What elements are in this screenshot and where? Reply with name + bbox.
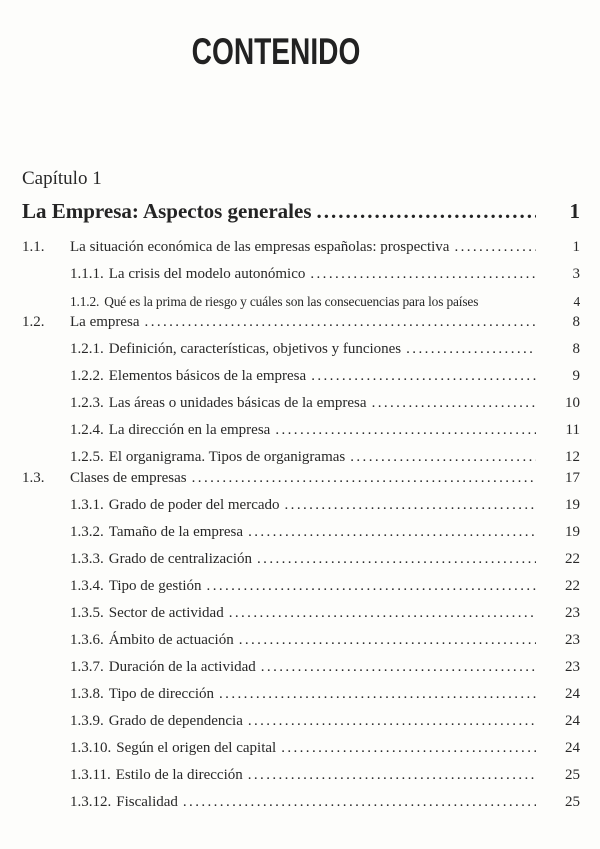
toc-entry-number: 1.1.1. [70,266,104,282]
toc-entry-number: 1.2.4. [70,422,104,438]
toc-entry-number: 1.3. [22,470,45,486]
dot-leader [406,336,536,363]
toc-entry-label: Grado de poder del mercado [108,497,280,513]
toc-entry [22,309,580,336]
toc-entry-page: 17 [565,470,580,486]
toc-entry [22,336,580,363]
dot-leader [372,390,536,417]
toc-entry-page: 22 [565,551,580,567]
toc-entry-label: Tamaño de la empresa [108,524,244,540]
dot-leader [248,519,536,546]
page-title-text: CONTENIDO [191,31,361,72]
toc-entry-number: 1.2. [22,314,45,330]
toc-entry-number: 1.2.3. [70,395,104,411]
toc-entry-label: Ámbito de actuación [108,632,234,648]
toc-entry [22,681,580,708]
dot-leader [239,627,536,654]
toc-entry-page: 24 [565,740,580,756]
toc-entry-page: 25 [565,794,580,810]
toc-entry-label: Tipo de dirección [108,686,215,702]
dot-leader [311,363,536,390]
toc-entry-label: Sector de actividad [108,605,224,621]
dot-leader [317,196,537,226]
dot-leader [248,708,536,735]
dot-leader [261,654,536,681]
toc-entry-label: Tipo de gestión [108,578,202,594]
toc-entry [22,600,580,627]
toc-entry-number: 1.3.3. [70,551,104,567]
page-title [0,31,578,73]
toc-entry [22,708,580,735]
toc-entry-number: 1.1.2. [70,294,100,309]
toc-entry-label: La crisis del modelo autonómico [108,266,306,282]
toc-entry-page: 10 [565,395,580,411]
toc-entry-number: 1.1. [22,239,45,255]
toc-entry-page: 19 [565,497,580,513]
toc-entry-page: 23 [565,659,580,675]
toc-entry [22,627,580,654]
toc-entry [22,234,580,261]
dot-leader [248,762,536,789]
toc-entry [22,546,580,573]
toc-entry-label: Grado de centralización [108,551,253,567]
toc-entry-label: Elementos básicos de la empresa [108,368,307,384]
toc-entry-number: 1.3.10. [70,740,112,756]
toc-entry-label: La dirección en la empresa [108,422,271,438]
toc-entry [22,654,580,681]
toc-entry-label: Duración de la actividad [108,659,256,675]
toc-entry-page: 23 [565,605,580,621]
toc-entry-label: Qué es la prima de riesgo y cuáles son las consecuencias para los países [104,294,479,309]
toc-entry-number: 1.2.2. [70,368,104,384]
toc-entry-label: La situación económica de las empresas españolas: prospectiva [70,239,450,255]
toc-entry-number: 1.3.4. [70,578,104,594]
toc-entry-number: 1.3.8. [70,686,104,702]
toc-entry [22,762,580,789]
toc-entry-page: 9 [572,368,580,384]
toc-entry-page: 23 [565,632,580,648]
toc-entry-page: 22 [565,578,580,594]
toc-entry-page: 24 [565,686,580,702]
toc-entry-number: 1.3.5. [70,605,104,621]
dot-leader [310,261,536,288]
chapter-title: La Empresa: Aspectos generales [22,199,312,223]
dot-leader [192,465,536,492]
dot-leader [207,573,536,600]
dot-leader [219,681,536,708]
toc-entry-page: 25 [565,767,580,783]
toc-entry-number: 1.2.1. [70,341,104,357]
chapter-title-row [22,196,580,226]
toc-entry-page: 8 [572,314,580,330]
toc-entry-page: 8 [572,341,580,357]
dot-leader [275,417,536,444]
toc-entry-page: 3 [572,266,580,282]
toc-entry-number: 1.3.12. [70,794,112,810]
toc-entry-label: La empresa [70,314,140,330]
toc-entry-label: Definición, características, objetivos y funciones [108,341,402,357]
toc-entry-label: Fiscalidad [116,794,178,810]
toc-entry [22,519,580,546]
toc-entry [22,390,580,417]
toc-entry-label: Clases de empresas [70,470,187,486]
toc-entry-number: 1.3.9. [70,713,104,729]
dot-leader [145,309,536,336]
toc-entry-page: 19 [565,524,580,540]
toc-entry [22,261,580,288]
toc-entry-number: 1.3.11. [70,767,111,783]
toc-entry [22,573,580,600]
dot-leader [285,492,536,519]
toc-entry-label: Estilo de la dirección [115,767,243,783]
toc-entry-page: 1 [572,239,580,255]
toc-entry-label: Las áreas o unidades básicas de la empresa [108,395,367,411]
toc-entry-label: Grado de dependencia [108,713,243,729]
dot-leader [229,600,536,627]
dot-leader [281,735,536,762]
chapter-page-number: 1 [569,199,580,223]
chapter-label: Capítulo 1 [22,168,102,189]
toc-entry [22,492,580,519]
dot-leader [454,234,536,261]
toc-entry-page: 4 [573,294,580,309]
toc-entry-label: El organigrama. Tipos de organigramas [108,449,346,465]
toc-entry-number: 1.2.5. [70,449,104,465]
toc-entry [22,363,580,390]
toc-list [22,240,580,816]
toc-entry-number: 1.3.1. [70,497,104,513]
toc-entry [22,789,580,816]
toc-entry-label: Según el origen del capital [116,740,277,756]
dot-leader [257,546,536,573]
toc-entry-number: 1.3.7. [70,659,104,675]
toc-entry [22,735,580,762]
toc-entry [22,465,580,492]
toc-entry-page: 11 [565,422,580,438]
dot-leader [183,789,536,816]
toc-entry-number: 1.3.6. [70,632,104,648]
toc-entry [22,417,580,444]
toc-entry-page: 12 [565,449,580,465]
toc-entry-page: 24 [565,713,580,729]
toc-entry-number: 1.3.2. [70,524,104,540]
